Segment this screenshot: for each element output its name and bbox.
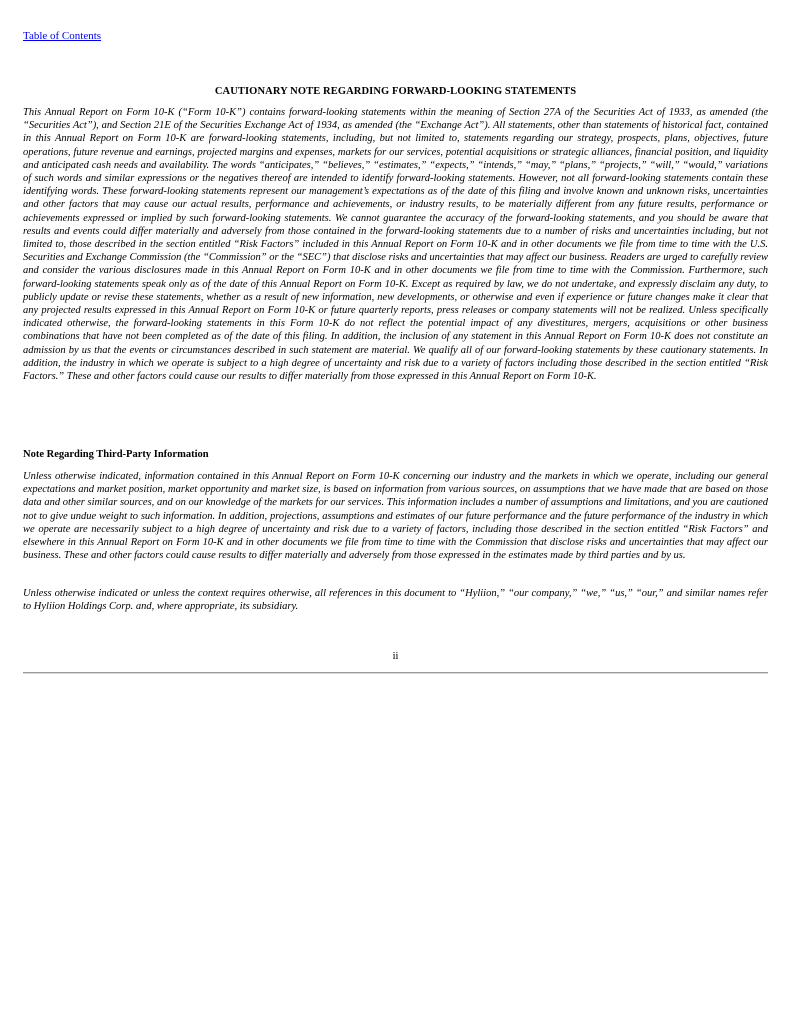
- third-party-paragraph: Unless otherwise indicated, information contained in this Annual Report on Form 10-K concerning our industry and the markets in which we operate, including our general expectations and market position, market opportunity and market size, is based on information from various sources, on assumptions that we have made that are based on those data and other similar sources, and on our knowledge of the markets for our services. This information includes a number of assumptions and limitations, and you are cautioned not to give undue weight to such information. In addition, projections, assumptions and estimates of our future performance and the future performance of the industry in which we operate are necessarily subject to a high degree of uncertainty and risk due to a variety of factors, including those described in the section entitled “Risk Factors” and elsewhere in this Annual Report on Form 10-K and in other documents we file from time to time with the Commission that disclose risks and uncertainties that may affect our business. These and other factors could cause results to differ materially and adversely from those expressed in the estimates made by third parties and by us.: [23, 471, 768, 562]
- page-number: ii: [392, 651, 399, 662]
- third-party-heading: Note Regarding Third-Party Information: [23, 449, 209, 460]
- forward-looking-paragraph: This Annual Report on Form 10-K (“Form 10-K”) contains forward-looking statements within the meaning of Section 27A of the Securities Act of 1933, as amended (the “Securities Act”), and Section 21E of the Securities Exchange Act of 1934, as amended (the “Exchange Act”). All statements, other than statements of historical fact, contained in this Annual Report on Form 10-K are forward-looking statements, including, but not limited to, statements regarding our strategy, prospects, plans, objectives, future operations, future revenue and earnings, projected margins and expenses, markets for our services, potential acquisitions or strategic alliances, financial position, and liquidity and anticipated cash needs and availability. The words “anticipates,” “believes,” “estimates,” “expects,” “intends,” “may,” “plans,” “projects,” “will,” “would,” variations of such words and similar expressions or the negatives thereof are intended to identify forward-looking statements. However, not all forward-looking statements contain these identifying words. These forward-looking statements represent our management’s expectations as of the date of this filing and involve known and unknown risks, uncertainties and other factors that may cause our actual results, performance and achievements, or industry results, to be materially different from any future results, performance or achievements expressed or implied by such forward-looking statements. We cannot guarantee the accuracy of the forward-looking statements, and you should be aware that results and events could differ materially and adversely from those contained in the forward-looking statements due to a number of risks and uncertainties including, but not limited to, those described in the section entitled “Risk Factors” included in this Annual Report on Form 10-K and in other documents we file from time to time with the U.S. Securities and Exchange Commission (the “Commission” or the “SEC”) that disclose risks and uncertainties that may affect our business. Readers are urged to carefully review and consider the various disclosures made in this Annual Report on Form 10-K and in other documents we file from time to time with the Commission. Furthermore, such forward-looking statements speak only as of the date of this Annual Report on Form 10-K. Except as required by law, we do not undertake, and expressly disclaim any duty, to publicly update or revise these statements, whether as a result of new information, new developments, or otherwise and even if experience or future changes make it clear that any projected results expressed in this Annual Report on Form 10-K or future quarterly reports, press releases or company statements will not be realized. Unless specifically indicated otherwise, the forward-looking statements in this Form 10-K do not reflect the potential impact of any divestitures, mergers, acquisitions or other business combinations that have not been completed as of the date of this filing. In addition, the inclusion of any statement in this Annual Report on Form 10-K does not constitute an admission by us that the events or circumstances described in such statement are material. We qualify all of our forward-looking statements by these cautionary statements. In addition, the industry in which we operate is subject to a high degree of uncertainty and risk due to a variety of factors including those described in the section entitled “Risk Factors.” These and other factors could cause our results to differ materially from those expressed in this Annual Report on Form 10-K.: [23, 107, 768, 383]
- page-divider: [23, 672, 768, 674]
- references-paragraph: Unless otherwise indicated or unless the context requires otherwise, all references in this document to “Hyliion,” “our company,” “we,” “us,” “our,” and similar names refer to Hyliion Holdings Corp. and, where appropriate, its subsidiary.: [23, 588, 768, 613]
- section-title: CAUTIONARY NOTE REGARDING FORWARD-LOOKING STATEMENTS: [214, 86, 577, 97]
- table-of-contents-link[interactable]: Table of Contents: [23, 30, 102, 42]
